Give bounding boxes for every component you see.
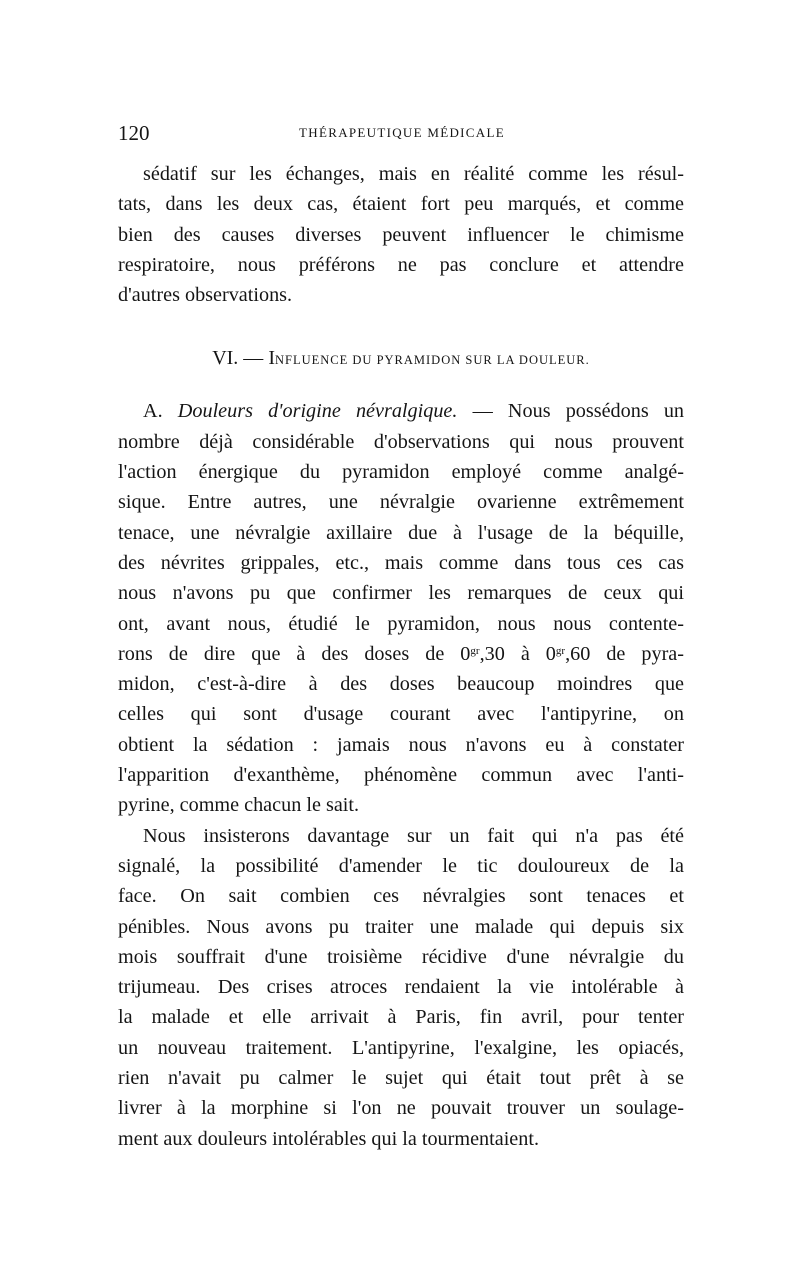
text-line: respiratoire, nous préférons ne pas conclure et attendre	[118, 253, 684, 276]
text-line: face. On sait combien ces névralgies sont tenaces et	[118, 885, 684, 908]
text-line: des névrites grippales, etc., mais comme dans tous ces cas	[118, 551, 684, 574]
text-line: obtient la sédation : jamais nous n'avons eu à constater	[118, 733, 684, 756]
text-line: sédatif sur les échanges, mais en réalité comme les résul-	[143, 163, 684, 185]
subsection-heading: Douleurs d'origine névralgique.	[177, 400, 458, 423]
paragraph-3	[118, 821, 684, 1154]
text-line: sique. Entre autres, une névralgie ovarienne extrêmement	[118, 491, 684, 514]
text-line	[118, 396, 684, 426]
text-line: l'apparition d'exanthème, phénomène commun avec l'anti-	[118, 764, 684, 787]
text-line: un nouveau traitement. L'antipyrine, l'exalgine, les opiacés,	[118, 1036, 684, 1059]
unit-superscript: gr	[555, 644, 566, 657]
page-number: 120	[118, 121, 150, 145]
text-line: la malade et elle arrivait à Paris, fin avril, pour tenter	[118, 1006, 684, 1029]
text-line: nombre déjà considérable d'observations qui nous prouvent	[118, 430, 684, 453]
text-fragment: ,60 de pyra-	[565, 642, 684, 665]
text-line: Nous insisterons davantage sur un fait qui n'a pas été	[143, 824, 684, 847]
text-line: nous n'avons pu que confirmer les remarques de ceux qui	[118, 582, 684, 605]
text-line: rien n'avait pu calmer le sujet qui était tout prêt à se	[118, 1067, 684, 1090]
text-line: pyrine, comme chacun le sait.	[118, 794, 360, 817]
section-title-rest: NFLUENCE DU PYRAMIDON SUR LA DOULEUR.	[274, 353, 590, 368]
page-header	[118, 118, 686, 148]
section-heading	[118, 341, 684, 375]
text-line: pénibles. Nous avons pu traiter une malade qui depuis six	[118, 915, 684, 938]
text-line	[118, 639, 684, 669]
text-line: livrer à la morphine si l'on ne pouvait trouver un soulage-	[118, 1097, 684, 1120]
text-line: midon, c'est-à-dire à des doses beaucoup moindres que	[118, 673, 684, 696]
body-text	[118, 159, 684, 1154]
text-fragment: rons de dire que à des doses de 0	[118, 642, 471, 665]
text-fragment: ,30 à 0	[479, 642, 556, 665]
subsection-label: A.	[143, 400, 163, 423]
running-title: THÉRAPEUTIQUE MÉDICALE	[299, 125, 505, 140]
text-line: l'action énergique du pyramidon employé comme analgé-	[118, 461, 684, 484]
text-line: d'autres observations.	[118, 284, 293, 307]
section-title-initial: I	[268, 347, 275, 370]
text-line: celles qui sont d'usage courant avec l'antipyrine, on	[118, 703, 684, 726]
text-line: bien des causes diverses peuvent influencer le chimisme	[118, 223, 684, 246]
paragraph-2	[118, 396, 684, 820]
text-line: trijumeau. Des crises atroces rendaient la vie intolérable à	[118, 976, 684, 999]
text-fragment: — Nous possédons un	[472, 400, 684, 423]
spacer	[118, 375, 684, 396]
text-line: tats, dans les deux cas, étaient fort peu marqués, et comme	[118, 193, 684, 216]
text-line: ont, avant nous, étudié le pyramidon, nous nous contente-	[118, 612, 684, 635]
text-line: ment aux douleurs intolérables qui la tourmentaient.	[118, 1127, 540, 1150]
text-line: signalé, la possibilité d'amender le tic douloureux de la	[118, 854, 684, 877]
section-title	[268, 347, 589, 369]
text-line: tenace, une névralgie axillaire due à l'usage de la béquille,	[118, 521, 684, 544]
text-line: mois souffrait d'une troisième récidive d'une névralgie du	[118, 945, 684, 968]
paragraph-1	[118, 159, 684, 310]
section-number: VI. —	[212, 347, 264, 370]
spacer	[118, 310, 684, 341]
unit-superscript: gr	[470, 644, 480, 657]
